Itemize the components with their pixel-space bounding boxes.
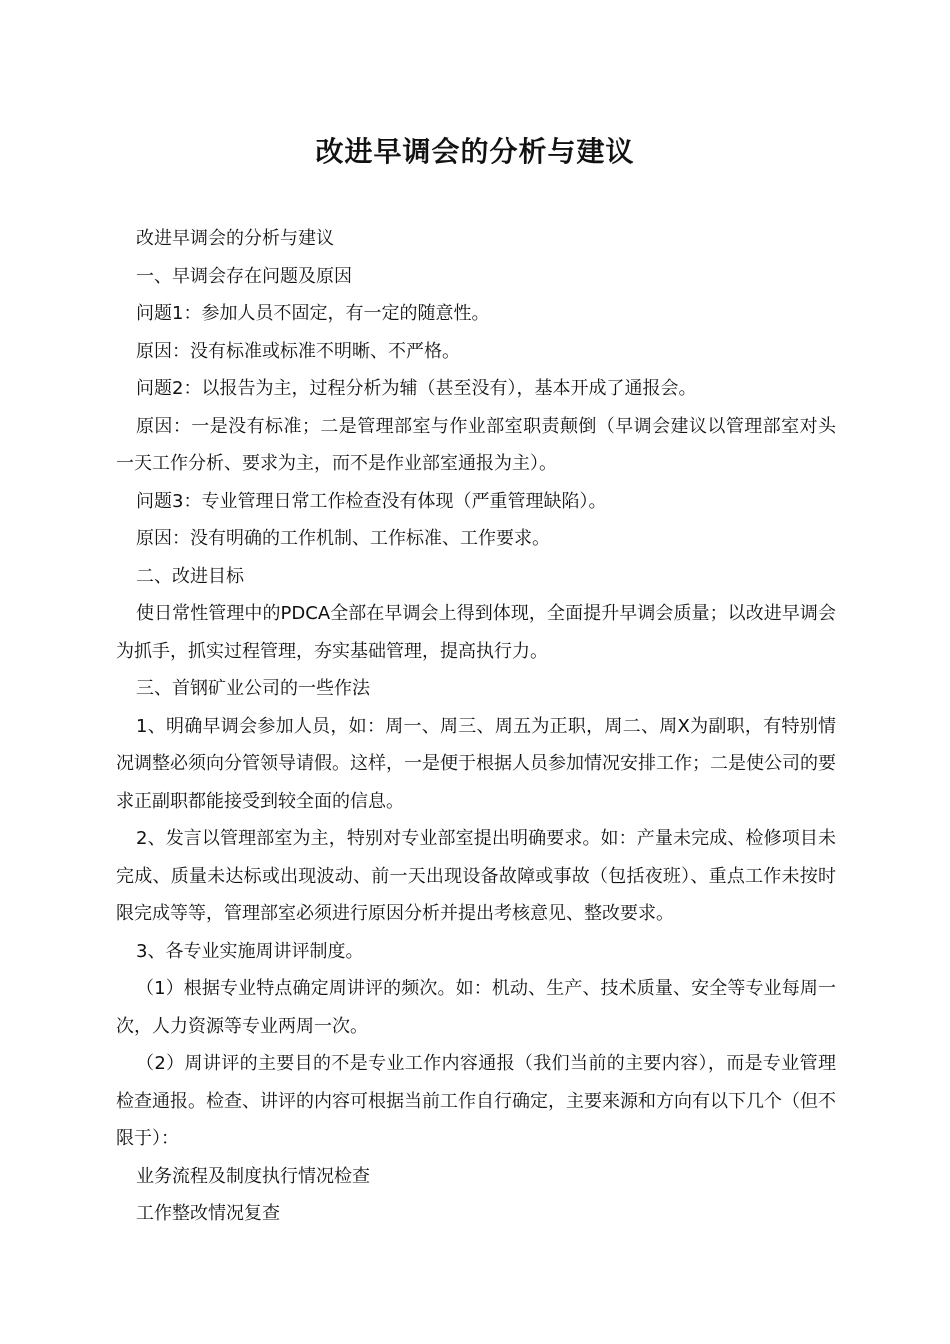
paragraph-practice-3-2: （2）周讲评的主要目的不是专业工作内容通报（我们当前的主要内容），而是专业管理检查通报。检查、讲评的内容可根据当前工作自行确定，主要来源和方向有以下几个（但不限于）： — [116, 1053, 836, 1149]
paragraph-practice-3: 3、各专业实施周讲评制度。 — [136, 940, 364, 962]
paragraph-check-item-2: 工作整改情况复查 — [136, 1203, 280, 1224]
paragraph-practice-3-1: （1）根据专业特点确定周讲评的频次。如：机动、生产、技术质量、安全等专业每周一次，人力资源等专业两周一次。 — [116, 978, 836, 1037]
paragraph-problem-1: 问题1：参加人员不固定，有一定的随意性。 — [136, 303, 490, 324]
paragraph-problem-2: 问题2：以报告为主，过程分析为辅（甚至没有），基本开成了通报会。 — [136, 378, 697, 399]
paragraph-check-item-1: 业务流程及制度执行情况检查 — [136, 1165, 370, 1187]
paragraph-problem-3: 问题3：专业管理日常工作检查没有体现（严重管理缺陷）。 — [136, 490, 607, 512]
paragraph-cause-1: 原因：没有标准或标准不明晰、不严格。 — [136, 340, 460, 362]
section-heading-goals: 二、改进目标 — [136, 565, 244, 587]
paragraph-heading: 改进早调会的分析与建议 — [136, 228, 334, 249]
paragraph-practice-2: 2、发言以管理部室为主，特别对专业部室提出明确要求。如：产量未完成、检修项目未完成、质量未达标或出现波动、前一天出现设备故障或事故（包括夜班）、重点工作未按时限完成等等，管理部室必须进行原因分析并提出考核意见、整改要求。 — [116, 828, 836, 924]
paragraph-goals: 使日常性管理中的PDCA全部在早调会上得到体现，全面提升早调会质量；以改进早调会为抓手，抓实过程管理，夯实基础管理，提高执行力。 — [116, 603, 836, 662]
paragraph-practice-1: 1、明确早调会参加人员，如：周一、周三、周五为正职，周二、周X为副职，有特别情况调整必须向分管领导请假。这样，一是便于根据人员参加情况安排工作；二是使公司的要求正副职都能接受到较全面的信息。 — [116, 715, 836, 812]
paragraph-cause-3: 原因：没有明确的工作机制、工作标准、工作要求。 — [136, 528, 550, 549]
document-body — [116, 220, 836, 1233]
section-heading-practices: 三、首钢矿业公司的一些作法 — [136, 678, 370, 699]
document-title: 改进早调会的分析与建议 — [315, 135, 635, 168]
section-heading-problems: 一、早调会存在问题及原因 — [136, 265, 352, 287]
paragraph-cause-2: 原因：一是没有标准；二是管理部室与作业部室职责颠倒（早调会建议以管理部室对头一天工作分析、要求为主，而不是作业部室通报为主）。 — [116, 415, 836, 474]
